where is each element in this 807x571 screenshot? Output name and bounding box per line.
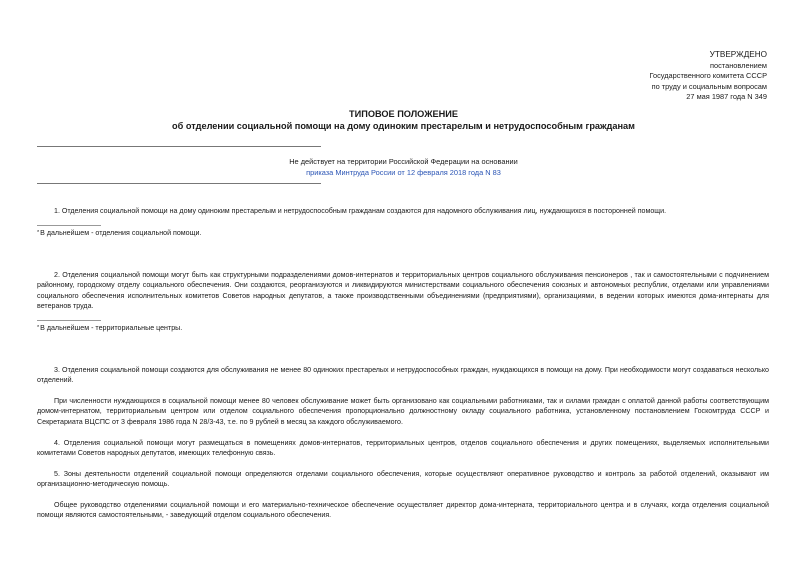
- footnote-text: В дальнейшем - территориальные центры.: [40, 324, 183, 332]
- approval-line: по труду и социальным вопросам: [651, 81, 767, 91]
- footnote-rule: [37, 320, 101, 321]
- paragraph-2: 2. Отделения социальной помощи могут быть как структурными подразделениями домов-интернатов и территориальных центров социального обслуживания пенсионеров , так и самостоятельными с подчинением районному, городскому отделу социального обеспечения. Они создаются, реорганизуются и ликвидируются министерствами социального обеспечения союзных и автономных республик, отделами или управлениями социального обеспечения исполнительных комитетов Советов народных депутатов, а также производственными объединениями (предприятиями), организациями, в ведении которых имеются дома-интернаты для ветеранов труда.: [37, 271, 769, 310]
- notice-text: Не действует на территории Российской Федерации на основании: [289, 157, 518, 166]
- notice-link[interactable]: приказа Минтруда России от 12 февраля 2018 года N 83: [306, 168, 501, 177]
- approval-line: постановлением: [710, 60, 767, 70]
- notice-top-rule: [37, 146, 321, 147]
- paragraph-3b: При численности нуждающихся в социальной помощи менее 80 человек обслуживание может быть организовано как социальными работниками, так и силами граждан с оплатой данной работы соответствующим домом-интернатом, территориальным центром или отделом социального обеспечения пропорционально должностному окладу социального работника, установленному постановлением Госкомтруда СССР и Секретариата ВЦСПС от 3 февраля 1986 года N 28/3-43, т.е. по 9 рублей в месяц за каждого обслуживаемого.: [37, 397, 769, 426]
- footnote-2: [37, 323, 182, 333]
- title-line-1: ТИПОВОЕ ПОЛОЖЕНИЕ: [349, 109, 458, 119]
- approval-line: 27 мая 1987 года N 349: [686, 92, 767, 102]
- notice-bottom-rule: [37, 183, 321, 184]
- footnote-marker: *: [37, 230, 40, 236]
- paragraph-3: 3. Отделения социальной помощи создаются для обслуживания не менее 80 одиноких престарелых и нетрудоспособных граждан, нуждающихся в помощи на дому. При необходимости могут создаваться несколько отделений.: [37, 366, 769, 385]
- paragraph-6: Общее руководство отделениями социальной помощи и его материально-техническое обеспечение осуществляет директор дома-интерната, территориального центра и в случаях, когда отделения социальной помощи являются самостоятельными, - заведующий отделом социального обеспечения.: [37, 501, 769, 520]
- approval-heading: УТВЕРЖДЕНО: [709, 50, 767, 59]
- paragraph-5: 5. Зоны деятельности отделений социальной помощи определяются отделами социального обеспечения, которые осуществляют оперативное руководство и контроль за работой отделений, оказывают им организационно-методическую помощь.: [37, 470, 769, 489]
- approval-line: Государственного комитета СССР: [649, 71, 767, 81]
- paragraph-1: 1. Отделения социальной помощи на дому одиноким престарелым и нетрудоспособным гражданам создаются для надомного обслуживания лиц, нуждающихся в посторонней помощи.: [54, 207, 667, 215]
- footnote-1: [37, 228, 201, 238]
- document-title: [0, 108, 807, 132]
- footnote-marker: *: [37, 325, 40, 331]
- footnote-text: В дальнейшем - отделения социальной помощи.: [40, 229, 202, 237]
- footnote-rule: [37, 225, 101, 226]
- title-line-2: об отделении социальной помощи на дому одиноким престарелым и нетрудоспособным гражданам: [172, 121, 635, 131]
- status-notice: [0, 156, 807, 178]
- paragraph-4: 4. Отделения социальной помощи могут размещаться в помещениях домов-интернатов, территориальных центров, отделов социального обеспечения и других помещениях, выделяемых исполнительными комитетами Советов народных депутатов, имеющих телефонную связь.: [37, 439, 769, 458]
- approval-block: [649, 50, 767, 103]
